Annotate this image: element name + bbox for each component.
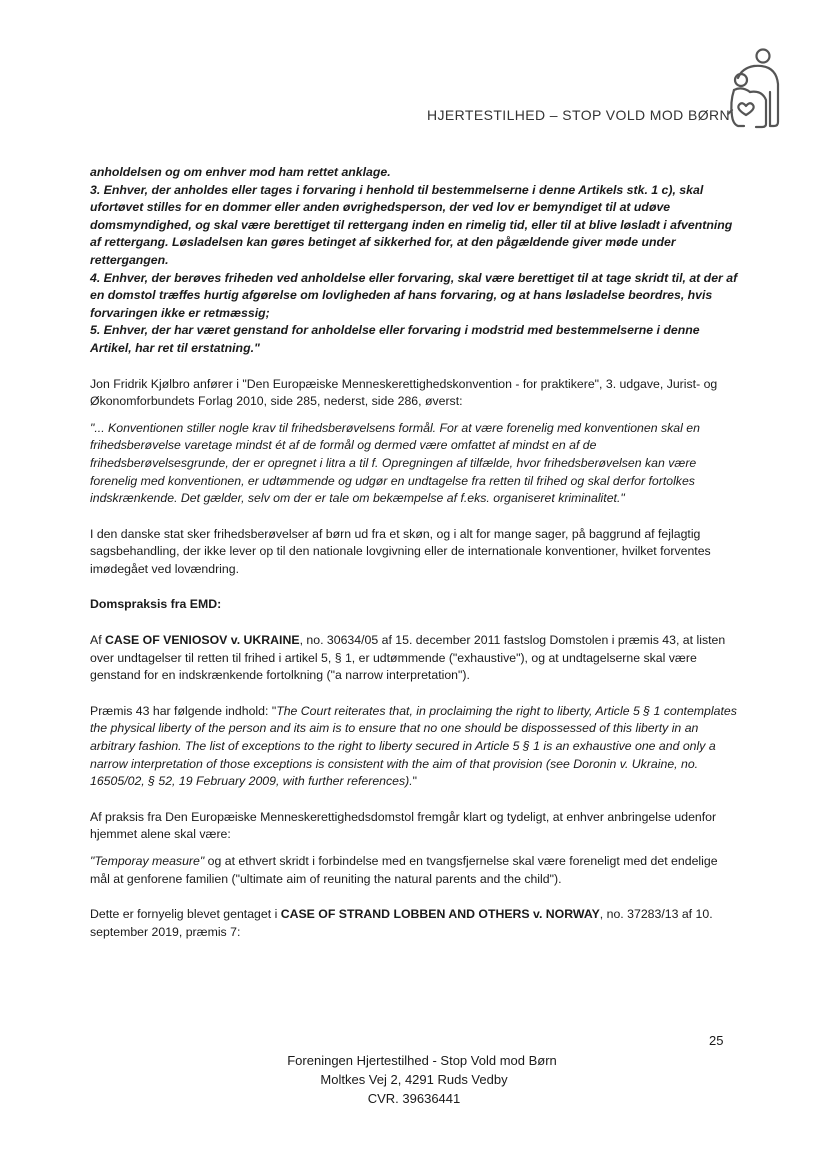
temporary-paragraph: "Temporay measure" og at ethvert skridt i forbindelse med en tvangsfjernelse skal være foreneligt med det endelige mål at genforene familien ("ultimate aim of reuniting the natural parents and the child"). — [90, 854, 718, 886]
quote-line: anholdelsen og om enhver mod ham rettet anklage. — [90, 165, 391, 179]
quote-paragraph-4: 4. Enhver, der berøves friheden ved anholdelse eller forvaring, skal være berettiget til at tage skridt til, at der af en domstol træffes hurtig afgørelse om lovligheden af hans forvaring, og at hans løsladelse beordres, hvis forvaringen ikke er retmæssig; — [90, 270, 738, 320]
parent-child-heart-icon — [724, 44, 784, 130]
kjolbro-intro: Jon Fridrik Kjølbro anfører i "Den Europæiske Menneskerettighedskonvention - for praktikere", 3. udgave, Jurist- og Økonomforbundets Forlag 2010, side 285, nederst, side 286, øverst: — [90, 376, 718, 409]
footer-cvr: CVR. 39636441 — [367, 1091, 461, 1106]
header-title: HJERTESTILHED – STOP VOLD MOD BØRN — [427, 107, 730, 123]
case-name: CASE OF STRAND LOBBEN AND OTHERS v. NORWAY — [280, 907, 600, 922]
document-body — [90, 164, 738, 941]
praksis-paragraph: Af praksis fra Den Europæiske Menneskerettighedsdomstol fremgår klart og tydeligt, at enhver anbringelse udenfor hjemmet alene skal være: — [90, 809, 717, 842]
footer-organization: Foreningen Hjertestilhed - Stop Vold mod Børn — [287, 1053, 557, 1068]
temporary-term: "Temporay measure" — [90, 854, 205, 868]
court-quote: The Court reiterates that, in proclaiming the right to liberty, Article 5 § 1 contemplates the physical liberty of the person and its aim is to ensure that no one should be dispossessed of this liberty in an arbitrary fashion. The list of exceptions to the right to liberty secured in Article 5 § 1 is an exhaustive one and only a narrow interpretation of those exceptions is consistent with the aim of that provision (see Doronin v. Ukraine, no. 16505/02, § 52, 19 February 2009, with further references). — [90, 703, 737, 789]
quote-paragraph-5: 5. Enhver, der har været genstand for anholdelse eller forvaring i modstrid med bestemmelserne i denne Artikel, har ret til erstatning." — [90, 323, 700, 355]
strand-paragraph: Dette er fornyelig blevet gentaget i CASE OF STRAND LOBBEN AND OTHERS v. NORWAY, no. 37283/13 af 10. september 2019, præmis 7: — [90, 907, 713, 939]
veniosov-paragraph: Af CASE OF VENIOSOV v. UKRAINE, no. 30634/05 af 15. december 2011 fastslog Domstolen i præmis 43, at listen over undtagelser til retten til frihed i artikel 5, § 1, er udtømmende ("exhaustive"), og at undtagelserne skal være genstand for en indskrænkende fortolkning ("a narrow interpretation"). — [90, 633, 726, 683]
section-heading: Domspraksis fra EMD: — [90, 597, 222, 612]
premis43-paragraph: Præmis 43 har følgende indhold: "The Court reiterates that, in proclaiming the right to liberty, Article 5 § 1 contemplates the physical liberty of the person and its aim is to ensure that no one should be dispossessed of this liberty in an arbitrary fashion. The list of exceptions to the right to liberty secured in Article 5 § 1 is an exhaustive one and only a narrow interpretation of those exceptions is consistent with the aim of that provision (see Doronin v. Ukraine, no. 16505/02, § 52, 19 February 2009, with further references)." — [90, 703, 737, 789]
case-name: CASE OF VENIOSOV v. UKRAINE — [105, 633, 300, 648]
quote-paragraph-3: 3. Enhver, der anholdes eller tages i forvaring i henhold til bestemmelserne i denne Artikels stk. 1 c), skal ufortøvet stilles for en dommer eller anden øvrighedsperson, der ved lov er bemyndiget til at udøve domsmyndighed, og skal være berettiget til rettergang inden en rimelig tid, eller til at blive løsladt i afventning af rettergang. Løsladelsen kan gøres betinget af sikkerhed for, at den pågældende giver møde under rettergangen. — [90, 182, 733, 267]
footer — [0, 1051, 828, 1108]
footer-address: Moltkes Vej 2, 4291 Ruds Vedby — [320, 1072, 508, 1087]
page-number: 25 — [709, 1033, 724, 1048]
kjolbro-quote: "... Konventionen stiller nogle krav til frihedsberøvelsens formål. For at være forenelig med konventionen skal en frihedsberøvelse varetage mindst ét af de formål og dermed være omfattet af mindst en af de frihedsberøvelsesgrunde, der er opregnet i litra a til f. Opregningen af tilfælde, hvor frihedsberøvelsen kan være forenelig med konventionen, er udtømmende og udgør en undtagelse fra retten til frihed og skal derfor fortolkes indskrænkende. Det gælder, selv om der er tale om bekæmpelse af f.eks. organiseret kriminalitet." — [90, 420, 700, 506]
danish-state-paragraph: I den danske stat sker frihedsberøvelser af børn ud fra et skøn, og i alt for mange sager, på baggrund af fejlagtig sagsbehandling, der ikke lever op til den nationale lovgivning eller de internationale konventioner, hvilket forventes imødegået ved lovændring. — [90, 526, 711, 576]
